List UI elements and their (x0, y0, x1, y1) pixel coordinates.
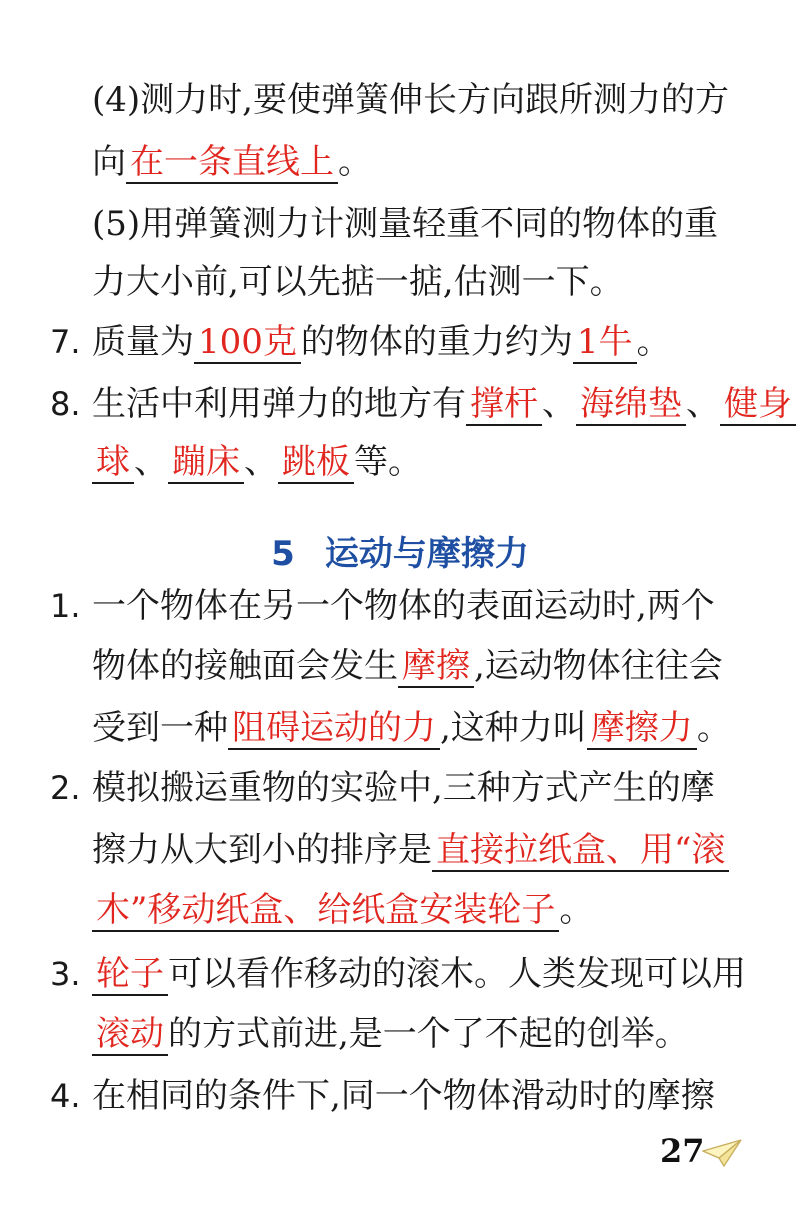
text-line (0, 828, 800, 872)
body-text: 的方式前进,是一个了不起的创举。 (168, 1014, 689, 1054)
line-content (92, 260, 624, 304)
answer-blank: 木”移动纸盒、给纸盒安装轮子 (92, 890, 559, 932)
body-text: 等。 (354, 442, 422, 482)
item-number: 7. (50, 323, 81, 361)
item-number: 2. (50, 769, 81, 807)
body-text: 。 (559, 890, 594, 930)
section-number: 5 (271, 534, 295, 574)
text-line (0, 382, 800, 426)
answer-blank: 海绵垫 (576, 384, 686, 426)
text-line (0, 584, 800, 628)
line-content (92, 78, 729, 122)
body-text: (4)测力时,要使弹簧伸长方向跟所测力的方 (92, 80, 729, 120)
text-line (0, 706, 800, 750)
body-text: 物体的接触面会发生 (92, 646, 398, 686)
item-number: 4. (50, 1077, 81, 1115)
section-title: 运动与摩擦力 (324, 534, 529, 574)
line-content (92, 202, 718, 246)
item-number: 3. (50, 955, 81, 993)
answer-blank: 球 (92, 442, 134, 484)
line-content (92, 766, 715, 810)
body-text: 、 (686, 384, 720, 424)
text-line (0, 1012, 800, 1056)
section-heading (0, 526, 800, 575)
line-content (92, 140, 372, 184)
body-text: 受到一种 (92, 708, 228, 748)
answer-blank: 摩擦 (398, 646, 474, 688)
text-line (0, 952, 800, 996)
body-text: 向 (92, 142, 126, 182)
body-text: 一个物体在另一个物体的表面运动时,两个 (92, 586, 715, 626)
text-line (0, 140, 800, 184)
line-content (92, 1012, 689, 1056)
answer-blank: 撑杆 (466, 384, 542, 426)
body-text: 质量为 (92, 322, 194, 362)
answer-blank: 阻碍运动的力 (228, 708, 440, 750)
item-number: 1. (50, 587, 81, 625)
text-line (0, 260, 800, 304)
body-text: 擦力从大到小的排序是 (92, 830, 432, 870)
body-text: 。 (338, 142, 372, 182)
text-line (0, 440, 800, 484)
line-content (92, 584, 715, 628)
body-text: ,运动物体往往会 (474, 646, 723, 686)
body-text: 模拟搬运重物的实验中,三种方式产生的摩 (92, 768, 715, 808)
body-text: 、 (244, 442, 278, 482)
answer-blank: 滚动 (92, 1014, 168, 1056)
answer-blank: 蹦床 (168, 442, 244, 484)
line-content (92, 952, 746, 996)
line-content (92, 320, 671, 364)
body-text: 、 (134, 442, 168, 482)
body-text: 、 (542, 384, 576, 424)
line-content (92, 440, 422, 484)
body-text: 力大小前,可以先掂一掂,估测一下。 (92, 262, 624, 302)
line-content (92, 706, 731, 750)
body-text: 。 (696, 708, 731, 748)
answer-blank: 在一条直线上 (126, 142, 338, 184)
paper-plane-icon (702, 1138, 742, 1168)
body-text: 在相同的条件下,同一个物体滑动时的摩擦 (92, 1076, 715, 1116)
body-text: (5)用弹簧测力计测量轻重不同的物体的重 (92, 204, 719, 244)
answer-blank: 摩擦力 (587, 708, 697, 750)
text-line (0, 320, 800, 364)
answer-blank: 健身 (720, 384, 796, 426)
text-line (0, 644, 800, 688)
line-content (92, 888, 593, 932)
text-line (0, 202, 800, 246)
page-number: 27 (660, 1132, 705, 1170)
answer-blank: 100克 (194, 322, 301, 364)
answer-blank: 轮子 (92, 954, 168, 996)
answer-blank: 跳板 (278, 442, 354, 484)
item-number: 8. (50, 385, 81, 423)
body-text: 可以看作移动的滚木。人类发现可以用 (168, 954, 746, 994)
text-line (0, 1074, 800, 1118)
line-content (92, 828, 729, 872)
body-text: ,这种力叫 (440, 708, 587, 748)
answer-blank: 1牛 (573, 322, 637, 364)
text-line (0, 766, 800, 810)
answer-blank: 直接拉纸盒、用“滚 (432, 830, 729, 872)
body-text: 生活中利用弹力的地方有 (92, 384, 466, 424)
line-content (92, 644, 723, 688)
text-line (0, 888, 800, 932)
line-content (92, 382, 796, 426)
body-text: 的物体的重力约为 (300, 322, 573, 362)
text-line (0, 78, 800, 122)
line-content (92, 1074, 715, 1118)
body-text: 。 (636, 322, 671, 362)
